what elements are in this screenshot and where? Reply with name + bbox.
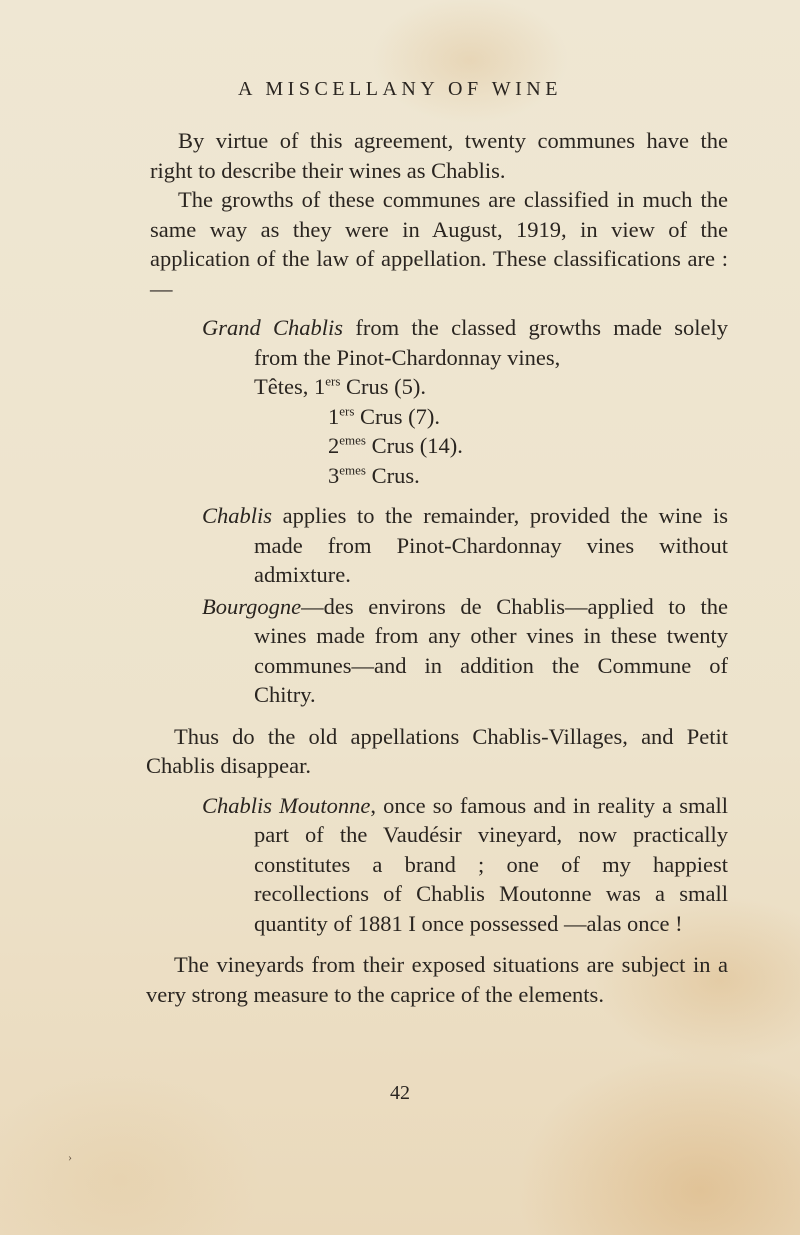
chablis-entry bbox=[150, 501, 728, 590]
chablis-text: applies to the remainder, provided the wine is made from Pinot-Chardonnay vines without admixture. bbox=[254, 503, 728, 587]
moutonne-entry bbox=[150, 791, 728, 939]
paragraph-vineyards: The vineyards from their exposed situations are subject in a very strong measure to the caprice of the elements. bbox=[146, 952, 728, 1007]
body-text bbox=[146, 126, 729, 1009]
moutonne-term: Chablis Moutonne bbox=[202, 792, 371, 818]
chablis-term: Chablis bbox=[202, 503, 273, 528]
bourgogne-text: —des environs de Chablis—applied to the wines made from any other vines in these twenty communes—and in addition the Commune of Chitry. bbox=[254, 593, 728, 707]
cru-line-2emes: 2emes Crus (14). bbox=[328, 432, 463, 458]
grand-chablis-entry bbox=[150, 313, 728, 372]
grand-chablis-text: from the classed growths made solely from the Pinot-Chardonnay vines, bbox=[254, 315, 728, 370]
bourgogne-entry bbox=[150, 592, 728, 710]
running-head: A MISCELLANY OF WINE bbox=[238, 78, 562, 100]
moutonne-text: , once so famous and in reality a small part of the Vaudésir vineyard, now practically constitutes a brand ; one of my happiest recollections of Chablis Moutonne was a small quantity of 1881 I once possessed —alas once ! bbox=[254, 792, 729, 936]
cru-line-tetes: Têtes, 1ers Crus (5). bbox=[254, 373, 427, 399]
paragraph-growths: The growths of these communes are classified in much the same way as they were in August, 1919, in view of the application of the law of appellation. These classifications are :— bbox=[150, 187, 728, 301]
bourgogne-term: Bourgogne bbox=[202, 593, 302, 619]
cru-line-1ers: 1ers Crus (7). bbox=[328, 403, 441, 429]
paragraph-agreement: By virtue of this agreement, twenty communes have the right to describe their wines as Chablis. bbox=[150, 128, 728, 183]
paragraph-thus: Thus do the old appellations Chablis-Villages, and Petit Chablis disappear. bbox=[146, 723, 728, 778]
grand-chablis-term: Grand Chablis bbox=[202, 315, 344, 340]
cru-line-3emes: 3emes Crus. bbox=[328, 462, 420, 488]
margin-mark-icon: › bbox=[68, 1150, 72, 1164]
page-number: 42 bbox=[390, 1082, 410, 1104]
